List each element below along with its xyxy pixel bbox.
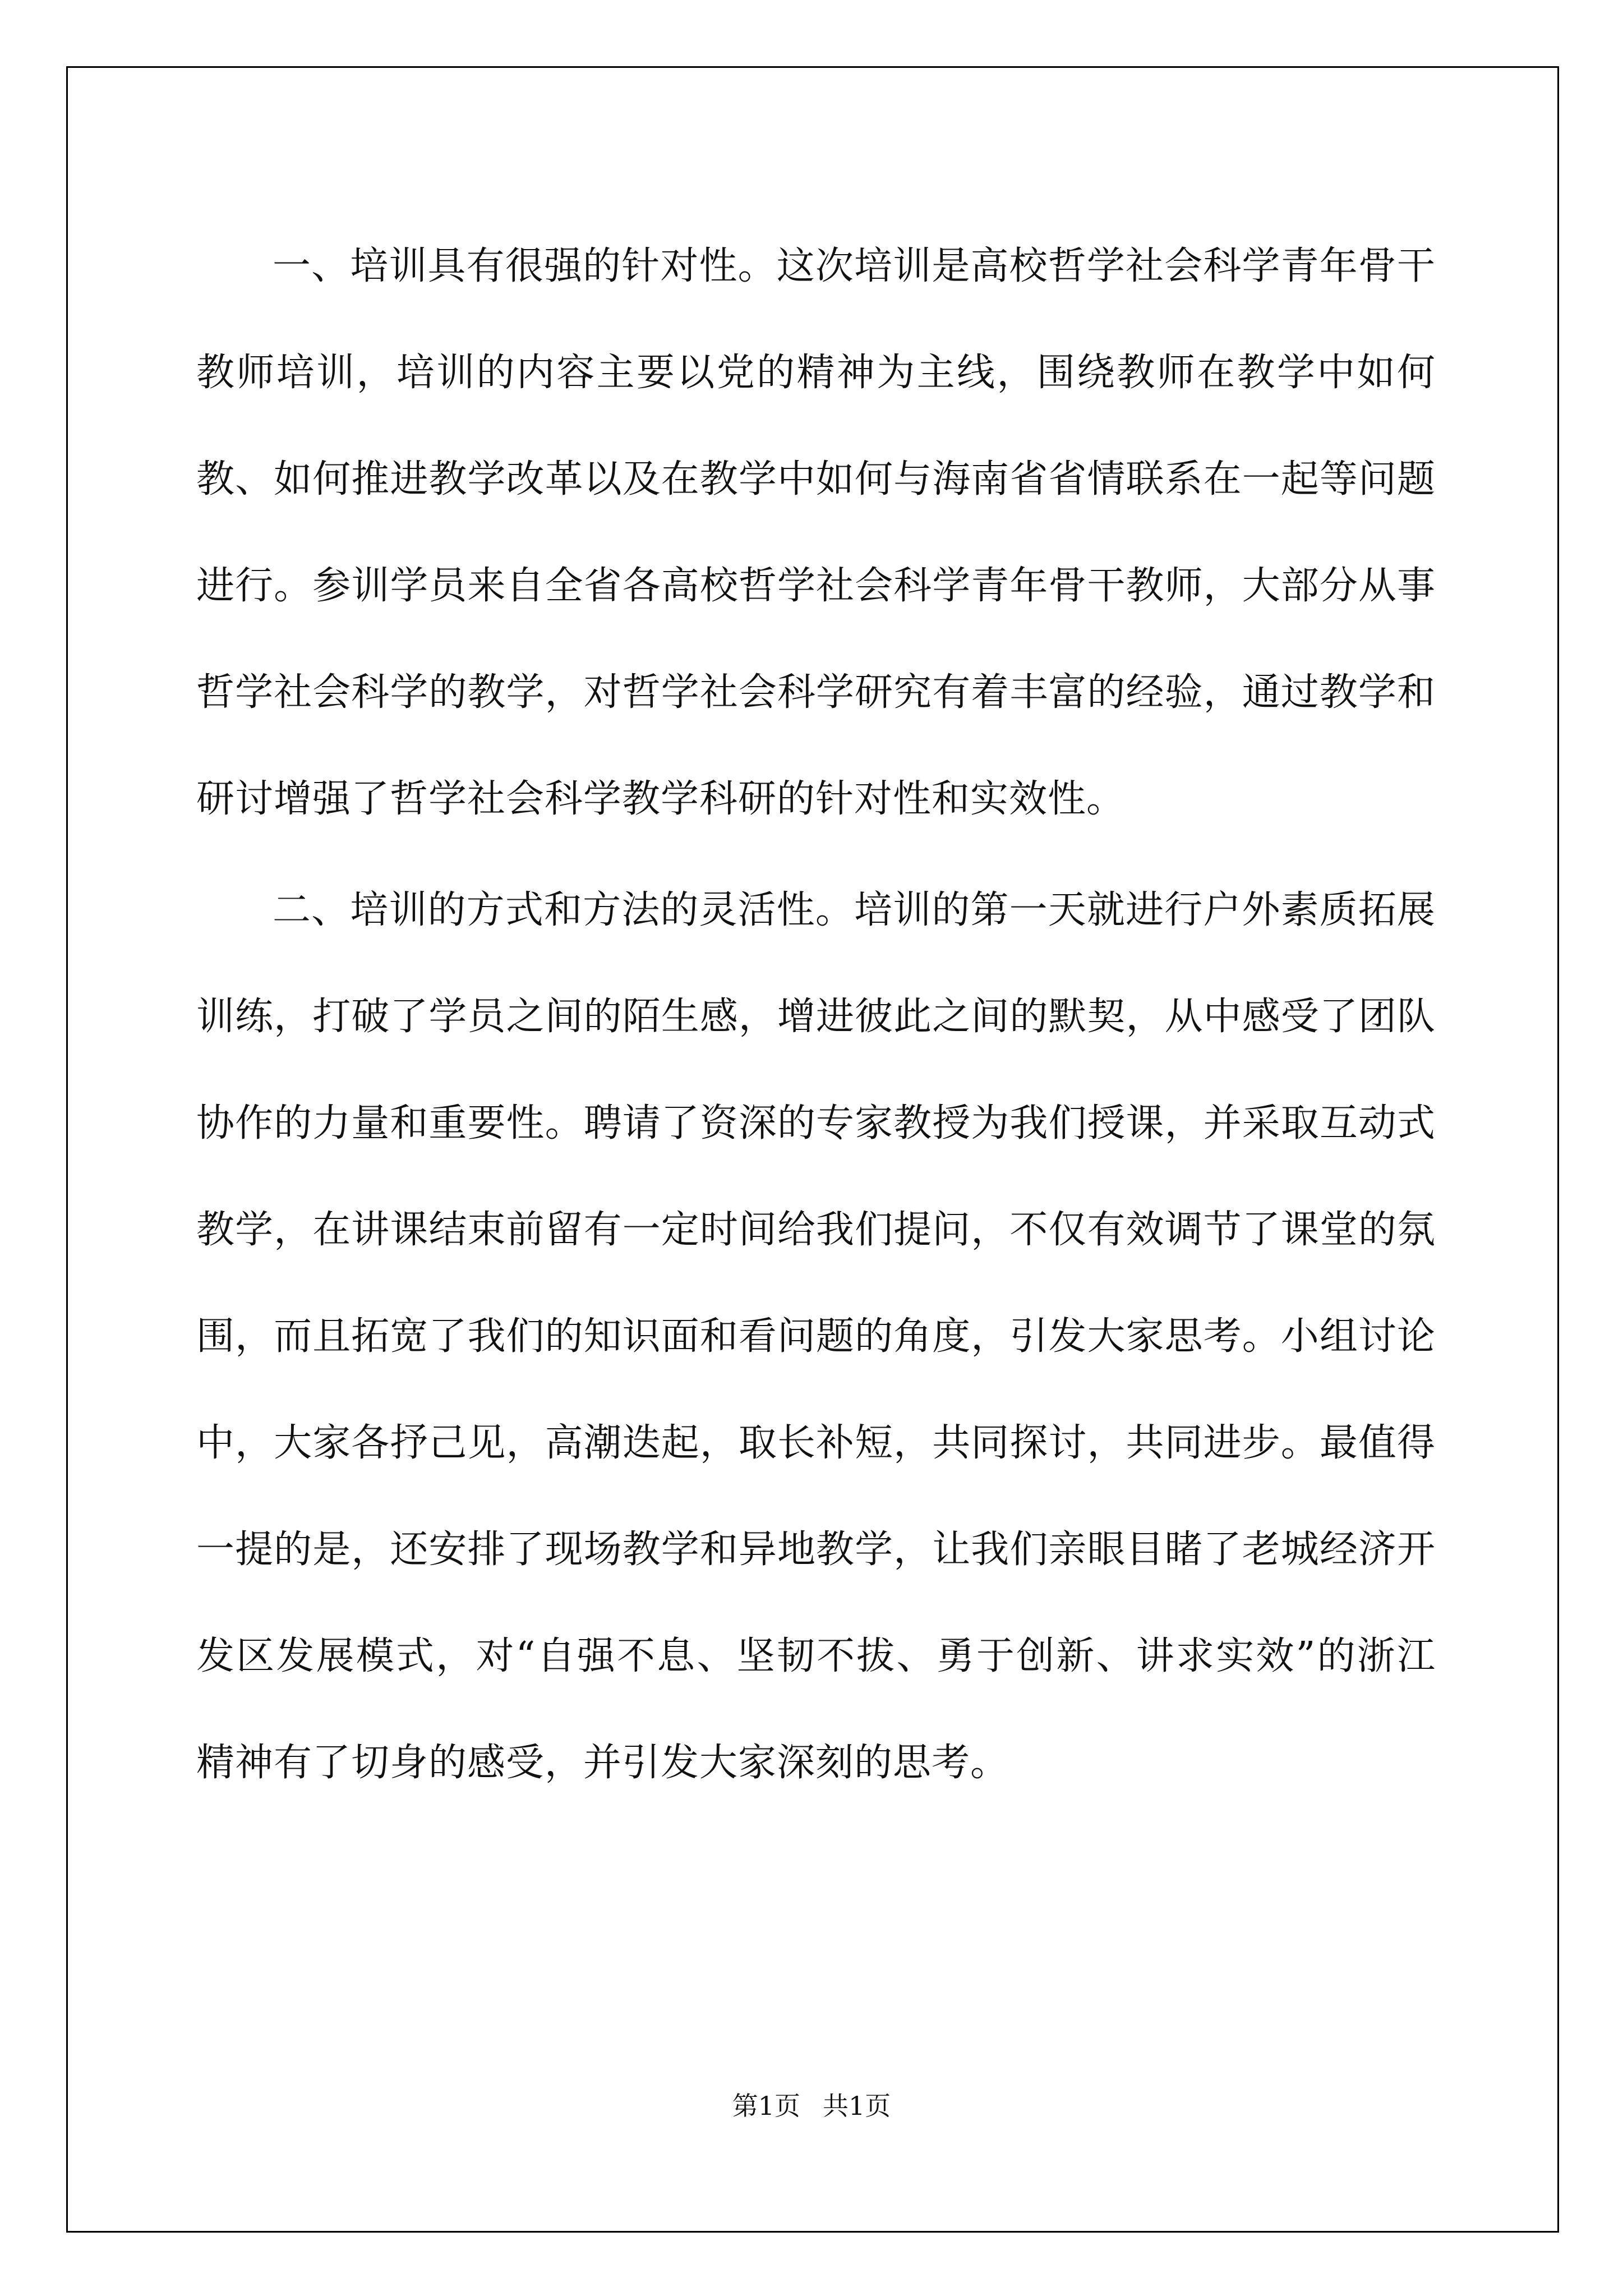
paragraph-training-relevance: 一、培训具有很强的针对性。这次培训是高校哲学社会科学青年骨干教师培训，培训的内容主要以党的精神为主线，围绕教师在教学中如何教、如何推进教学改革以及在教学中如何与海南省省情联系在一起等问题进行。参训学员来自全省各高校哲学社会科学青年骨干教师，大部分从事哲学社会科学的教学，对哲学社会科学研究有着丰富的经验，通过教学和研讨增强了哲学社会科学教学科研的针对性和实效性。 bbox=[196, 244, 1436, 821]
paragraph-training-methods: 二、培训的方式和方法的灵活性。培训的第一天就进行户外素质拓展训练，打破了学员之间的陌生感，增进彼此之间的默契，从中感受了团队协作的力量和重要性。聘请了资深的专家教授为我们授课，并采取互动式教学，在讲课结束前留有一定时间给我们提问，不仅有效调节了课堂的氛围，而且拓宽了我们的知识面和看问题的角度，引发大家思考。小组讨论中，大家各抒己见，高潮迭起，取长补短，共同探讨，共同进步。最值得一提的是，还安排了现场教学和异地教学，让我们亲眼目睹了老城经济开发区发展模式，对“自强不息、坚韧不拔、勇于创新、讲求实效”的浙江精神有了切身的感受，并引发大家深刻的思考。 bbox=[196, 888, 1436, 1785]
page-total: 共1页 bbox=[823, 2091, 891, 2121]
page-footer bbox=[0, 2086, 1623, 2123]
page-number: 第1页 bbox=[732, 2091, 800, 2121]
document-body bbox=[196, 213, 1436, 1821]
